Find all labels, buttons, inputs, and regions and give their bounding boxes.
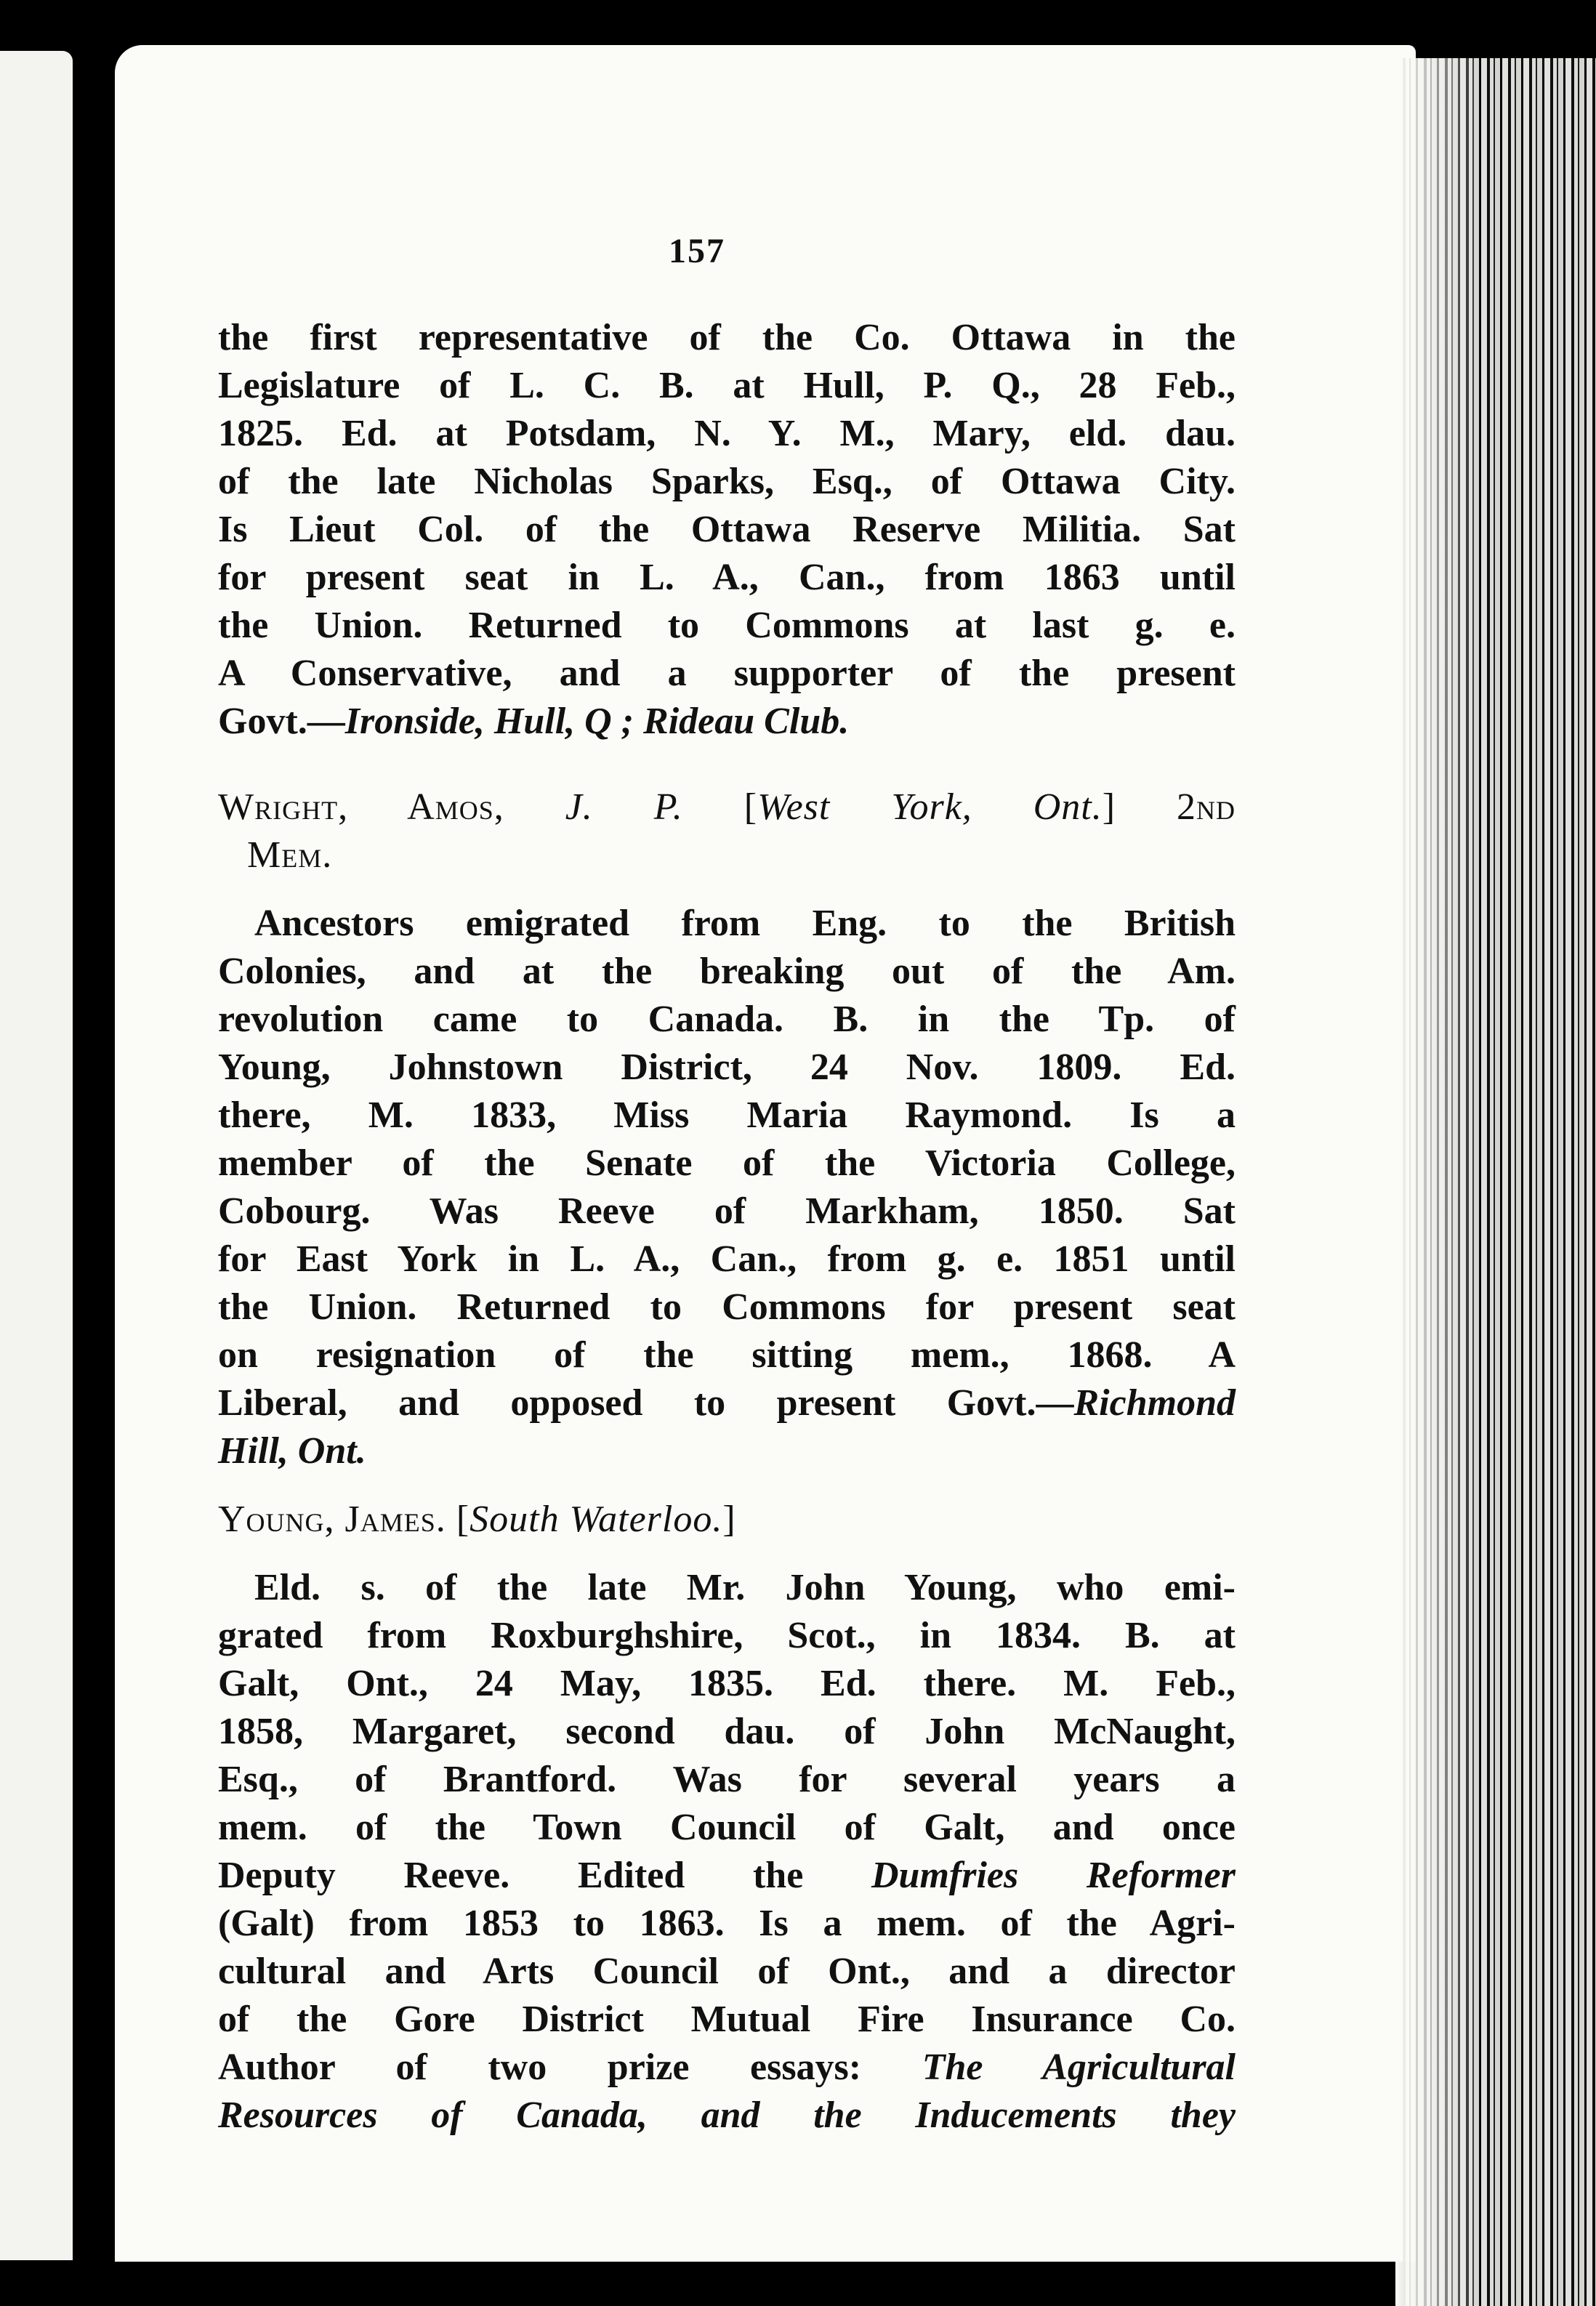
text-line: the first representative of the Co. Ottawa in the (218, 317, 1236, 358)
address-text: Hill, Ont. (218, 1430, 366, 1472)
text-line: on resignation of the sitting mem., 1868. A (218, 1334, 1236, 1376)
text-line: 1858, Margaret, second dau. of John McNaught, (218, 1711, 1236, 1752)
entry-heading-wright (218, 783, 1236, 831)
member-name: Young, James. (218, 1499, 456, 1540)
entry-gap (218, 879, 1236, 900)
text-line: revolution came to Canada. B. in the Tp. of (218, 999, 1236, 1040)
text-run: Govt.— (218, 701, 345, 742)
text-line: cultural and Arts Council of Ont., and a director (218, 1951, 1236, 1992)
essay-title: The Agricultural (922, 2047, 1236, 2088)
text-line: Mem. (247, 834, 333, 876)
text-line: the Union. Returned to Commons at last g. e. (218, 605, 1236, 646)
member-name: Wright, Amos, (218, 786, 565, 828)
bracket: [ (743, 786, 758, 828)
text-line: Galt, Ont., 24 May, 1835. Ed. there. M. Feb., (218, 1663, 1236, 1704)
member-rank: ] 2nd (1102, 786, 1236, 828)
text-line: Cobourg. Was Reeve of Markham, 1850. Sat (218, 1190, 1236, 1232)
constituency: West York, Ont. (757, 786, 1103, 828)
text-run: Author of two prize essays: (218, 2047, 922, 2088)
text-line: Colonies, and at the breaking out of the Am. (218, 951, 1236, 992)
text-line: Legislature of L. C. B. at Hull, P. Q., 28 Feb., (218, 365, 1236, 406)
entry-gap (218, 1475, 1236, 1496)
text-line: mem. of the Town Council of Galt, and once (218, 1807, 1236, 1848)
constituency: South Waterloo. (469, 1499, 723, 1540)
essay-title: Resources of Canada, and the Inducements they (218, 2095, 1236, 2136)
text-run: Deputy Reeve. Edited the (218, 1855, 871, 1896)
text-line: for East York in L. A., Can., from g. e. 1851 until (218, 1238, 1236, 1280)
text-line: (Galt) from 1853 to 1863. Is a mem. of the Agri- (218, 1903, 1236, 1944)
text-line: A Conservative, and a supporter of the present (218, 653, 1236, 694)
publication-title: Dumfries Reformer (871, 1855, 1236, 1896)
text-line: 1825. Ed. at Potsdam, N. Y. M., Mary, eld. dau. (218, 413, 1236, 454)
text-line: for present seat in L. A., Can., from 1863 until (218, 557, 1236, 598)
page-edge-shadow (1395, 58, 1483, 2306)
page-number: 157 (669, 232, 725, 270)
text-line: Is Lieut Col. of the Ottawa Reserve Militia. Sat (218, 509, 1236, 550)
member-title: J. P. (565, 786, 683, 828)
entry-gap (218, 746, 1236, 783)
address-text: Richmond (1073, 1382, 1236, 1424)
address-text: Ironside, Hull, Q ; Rideau Club. (344, 701, 850, 742)
text-line (218, 1852, 1236, 1900)
bracket: ] (722, 1499, 736, 1540)
text-line: grated from Roxburghshire, Scot., in 1834. B. at (218, 1615, 1236, 1656)
text-line: Esq., of Brantford. Was for several years a (218, 1759, 1236, 1800)
text-line: member of the Senate of the Victoria College, (218, 1142, 1236, 1184)
text-line: Eld. s. of the late Mr. John Young, who emi- (254, 1567, 1236, 1608)
page-body (218, 314, 1236, 2140)
text-run: Liberal, and opposed to present Govt.— (218, 1382, 1074, 1424)
bracket: [ (456, 1499, 470, 1540)
entry-gap (218, 1544, 1236, 1564)
facing-page-edge (0, 51, 73, 2260)
text-line: of the Gore District Mutual Fire Insurance Co. (218, 1999, 1236, 2040)
text-line: of the late Nicholas Sparks, Esq., of Ottawa City. (218, 461, 1236, 502)
text-line: the Union. Returned to Commons for present seat (218, 1286, 1236, 1328)
entry-heading-young (218, 1496, 1236, 1544)
text-line (218, 1379, 1236, 1427)
text-line (218, 698, 1236, 746)
text-line: there, M. 1833, Miss Maria Raymond. Is a (218, 1094, 1236, 1136)
text-line (218, 2044, 1236, 2092)
text-line: Young, Johnstown District, 24 Nov. 1809. Ed. (218, 1047, 1236, 1088)
text-line: Ancestors emigrated from Eng. to the British (254, 903, 1236, 944)
